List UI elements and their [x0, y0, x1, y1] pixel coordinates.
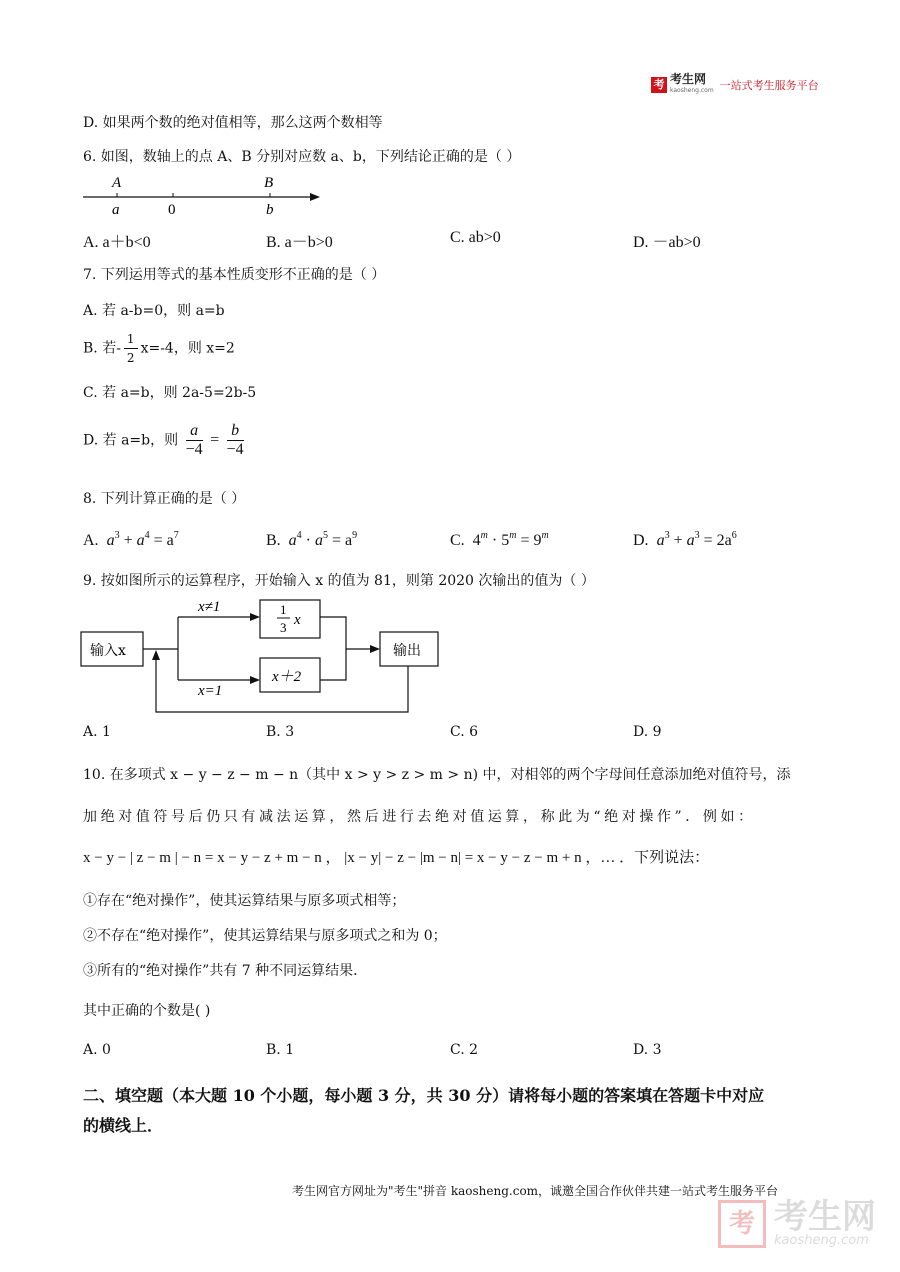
q9-option-d: D. 9: [633, 724, 662, 740]
logo-domain: kaosheng.com: [670, 87, 714, 94]
q7-stem: 7. 下列运用等式的基本性质变形不正确的是（ ）: [83, 267, 386, 283]
section2-heading-line2: 的横线上．: [83, 1116, 164, 1135]
q8-option-c: C. $4^m \cdot 5^m = 9^m$: [450, 530, 549, 549]
arrow-to-divide-icon: [250, 613, 260, 621]
input-label: 输入x: [90, 643, 126, 659]
q9-option-a: A. 1: [83, 724, 111, 740]
cond-bottom-label: x=1: [198, 683, 223, 699]
q9-stem: 9. 按如图所示的运算程序，开始输入 x 的值为 81，则第 2020 次输出的值为（ ）: [83, 573, 595, 589]
q9-option-c: C. 6: [450, 724, 479, 740]
q10-option-d: D. 3: [633, 1042, 662, 1058]
arrow-to-add-icon: [250, 676, 260, 684]
watermark-name: 考生网: [774, 1197, 876, 1237]
q10-option-b: B. 1: [266, 1042, 295, 1058]
q9-flowchart: [78, 592, 448, 718]
q8-option-a: A. $a^3 + a^4 = a^7$: [83, 530, 179, 549]
q7-option-d: D. 若 a=b，则 $\frac{a}{-4}$ = $\frac{b}{-4}$: [83, 422, 244, 458]
q10-line3: x − y − | z − m | − n = x − y − z + m − n ， |x − y| − z − |m − n| = x − y − z − m + n ，… ．下列说法：: [83, 850, 710, 866]
arrow-feedback-icon: [152, 650, 160, 660]
watermark: [718, 1197, 876, 1248]
divide-num: 1: [280, 602, 287, 617]
q5-option-d: D. 如果两个数的绝对值相等，那么这两个数相等: [83, 115, 383, 131]
q7-option-b: B. 若- $\frac{1}{2}$ x=-4，则 x=2: [83, 332, 235, 365]
watermark-domain: kaosheng.com: [774, 1233, 869, 1248]
q7-option-c: C. 若 a=b，则 2a-5=2b-5: [83, 385, 257, 401]
q10-statement-1: ①存在“绝对操作”，使其运算结果与原多项式相等；: [83, 893, 406, 909]
q6-option-b: B. a－b>0: [266, 234, 333, 251]
logo-slogan: 一站式考生服务平台: [719, 79, 819, 92]
divide-den: 3: [280, 620, 287, 635]
footer-text: 考生网官方网址为"考生"拼音 kaosheng.com，诚邀全国合作伙伴共建一站式考生服务平台: [292, 1184, 779, 1198]
box-divide: [260, 600, 320, 638]
q6-option-c: C. ab>0: [450, 229, 501, 246]
zero-label: 0: [168, 202, 176, 218]
q10-ask: 其中正确的个数是( ): [83, 1003, 211, 1019]
logo-icon: 考: [651, 77, 667, 93]
section2-heading-line1: 二、填空题（本大题 10 个小题，每小题 3 分，共 30 分）请将每小题的答案填在答题卡中对应: [83, 1086, 765, 1105]
q9-option-b: B. 3: [266, 724, 295, 740]
header-logo: [651, 74, 819, 96]
cond-top-label: x≠1: [198, 599, 221, 615]
q10-line1: 10. 在多项式 x − y − z − m − n（其中 x > y > z > m > n) 中，对相邻的两个字母间任意添加绝对值符号，添: [83, 767, 791, 783]
point-a-label: A: [112, 175, 122, 191]
watermark-logo-icon: 考: [718, 1200, 766, 1248]
arrow-to-output-icon: [370, 645, 380, 653]
output-label: 输出: [393, 643, 421, 659]
q8-stem: 8. 下列计算正确的是（ ）: [83, 491, 246, 507]
value-a-label: a: [112, 202, 120, 218]
q10-option-c: C. 2: [450, 1042, 479, 1058]
number-line: [80, 172, 330, 220]
q10-statement-2: ②不存在“绝对操作”，使其运算结果与原多项式之和为 0；: [83, 928, 447, 944]
q10-option-a: A. 0: [83, 1042, 111, 1058]
q6-option-d: D. －ab>0: [633, 234, 701, 251]
q7-option-a: A. 若 a-b=0，则 a=b: [83, 303, 225, 319]
q6-stem: 6. 如图，数轴上的点 A、B 分别对应数 a、b，下列结论正确的是（ ）: [83, 149, 521, 165]
point-b-label: B: [264, 175, 274, 191]
divide-var: x: [294, 612, 301, 628]
number-line-arrow-icon: [310, 193, 320, 201]
add-label: x＋2: [272, 669, 302, 685]
value-b-label: b: [266, 202, 274, 218]
logo-name: 考生网 kaosheng.com: [670, 72, 714, 94]
q6-option-a: A. a＋b<0: [83, 234, 151, 251]
q8-option-b: B. $a^4 \cdot a^5 = a^9$: [266, 530, 358, 549]
q10-statement-3: ③所有的“绝对操作”共有 7 种不同运算结果．: [83, 963, 368, 979]
q10-line2: 加绝对值符号后仍只有减法运算，然后进行去绝对值运算，称此为“绝对操作”．例如：: [83, 809, 756, 825]
q8-option-d: D. $a^3 + a^3 = 2a^6$: [633, 530, 737, 549]
